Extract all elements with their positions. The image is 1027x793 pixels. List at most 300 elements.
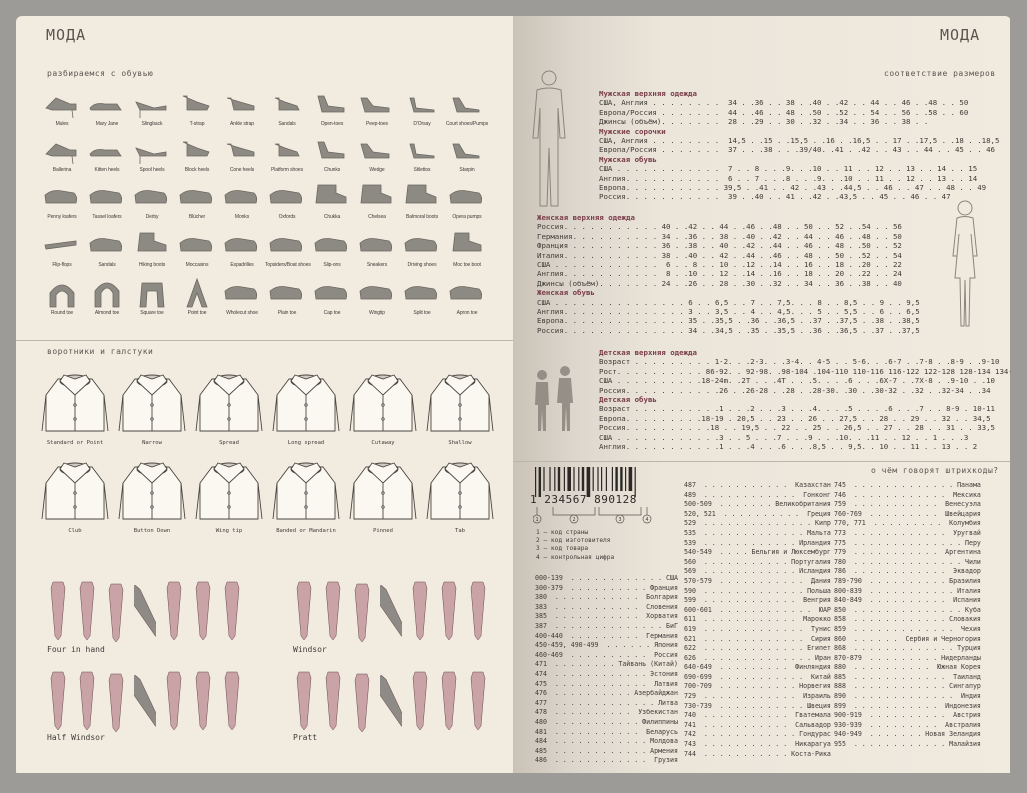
- collar-cutaway-icon: [348, 365, 418, 445]
- barcode-country-row: 500-509 . . . . . . . Великобритания: [684, 500, 831, 509]
- tie-step-icon: [192, 580, 214, 640]
- barcode-country-row: 480 . . . . . . . . . . . Филиппины: [535, 717, 678, 726]
- barcode-country-row: 786 . . . . . . . . . . . . Эквадор: [834, 567, 981, 576]
- tie-step-icon: [351, 672, 373, 732]
- knot-label-pratt: Pratt: [293, 733, 318, 742]
- shoe-stilettos-icon: [400, 134, 444, 182]
- shoe-label: Moc toe boot: [453, 262, 481, 268]
- collar-wing-tip-icon: [194, 453, 264, 533]
- barcode-country-row: 858 . . . . . . . . . . . . Словакия: [834, 615, 981, 624]
- shoe-cap-toe-icon: [310, 277, 354, 325]
- shoe-label: Espadrilles: [230, 262, 254, 268]
- collar-label: Pinned: [373, 528, 393, 534]
- right-page-title: МОДА: [940, 26, 981, 44]
- shoe-label: Platform shoes: [271, 167, 303, 173]
- shoe-platform-shoes-icon: [265, 134, 309, 182]
- shoe-square-toe-icon: [130, 277, 174, 325]
- collar-label: Standard or Point: [46, 440, 104, 446]
- barcode-country-row: 743 . . . . . . . . . . . Никарагуа: [684, 740, 831, 749]
- tie-step-icon: [438, 580, 460, 640]
- tie-step-icon: [322, 580, 344, 640]
- knot-label-windsor: Windsor: [293, 645, 327, 654]
- size-table-row: США, Англия . . . . . . . . 34 . .36 . . 38 . .40 . .42 . . 44 . . 46 . .48 . . 50: [599, 98, 969, 108]
- size-table-row: Россия. . . . . . . . . . . 39 . .40 . . 41 . .42 . .43,5 . . 45 . . 46 . . 47: [599, 192, 951, 202]
- size-table-row: Россия. . . . . . . . . . .26 . .26-28 . .28 . .28-30. .30 . .30-32 . .32 . .32-34 . .34: [599, 385, 991, 395]
- tie-step-icon: [438, 670, 460, 730]
- barcode-country-row: 611 . . . . . . . . . . . . Марокко: [684, 615, 831, 624]
- barcode-country-row: 478 . . . . . . . . . . Узбекистан: [535, 708, 678, 717]
- collar-label: Spread: [219, 440, 239, 446]
- barcode-bar: [573, 467, 574, 491]
- barcode-country-row: 385 . . . . . . . . . . . Хорватия: [535, 612, 678, 621]
- barcode-bar: [567, 467, 571, 491]
- size-table-row: Франция . . . . . . . . . . 36 . .38 . . 40 . .42 . .44 . . 46 . . 48 . .50 . . 52: [537, 241, 902, 251]
- shoe-cone-heels-icon: [220, 134, 264, 182]
- shoe-label: Slip-ons: [323, 262, 341, 268]
- shoe-d-orsay-icon: [400, 88, 444, 136]
- man-silhouette-icon: [527, 68, 571, 210]
- barcode-country-row: 850 . . . . . . . . . . . . . . Куба: [834, 605, 981, 614]
- shoe-label: Block heels: [184, 167, 210, 173]
- barcode-country-row: 770, 771 . . . . . . . . . Колумбия: [834, 519, 981, 528]
- barcode-country-row: 485 . . . . . . . . . . . . Армения: [535, 746, 678, 755]
- barcode-digits: 1 234567 890128: [530, 493, 637, 506]
- shoe-spool-heels-icon: [130, 134, 174, 182]
- collar-pinned-icon: [348, 453, 418, 533]
- barcode-country-row: 619 . . . . . . . . . . . . . Тунис: [684, 624, 831, 633]
- shoe-label: Derby: [145, 214, 159, 220]
- barcode-bar: [625, 467, 626, 491]
- shoe-flip-flops-icon: [40, 229, 84, 277]
- shoe-label: Wholecut shoe: [226, 310, 258, 316]
- size-table-row: США . . . . . . . . . .18-24m. .2T . . .4T . . .5. . . .6 . . .6X-7 . .7X-8 . .9-10 . .10: [599, 376, 996, 386]
- barcode-country-row: 789-790 . . . . . . . . . . Бразилия: [834, 576, 981, 585]
- knot-label-four-in-hand: Four in hand: [47, 645, 105, 654]
- barcode-country-row: 760-769 . . . . . . . . . Швейцария: [834, 509, 981, 518]
- tie-step-icon: [163, 670, 185, 730]
- tie-step-icon: [47, 670, 69, 730]
- barcode-legend: 1 – код страны 2 – код изготовителя 3 – код товара 4 – контрольная цифра: [536, 529, 615, 561]
- shoe-label: Tassel loafers: [92, 214, 122, 220]
- tie-step-icon: [134, 672, 156, 732]
- shoe-label: Cone heels: [229, 167, 255, 173]
- shoe-label: Apron toe: [456, 310, 478, 316]
- barcode-country-row: 745 . . . . . . . . . . . . . Панама: [834, 481, 981, 489]
- barcode-country-row: 740 . . . . . . . . . . . Гватемала: [684, 711, 831, 720]
- barcode-bar: [564, 467, 565, 491]
- barcode-bar: [615, 467, 617, 491]
- shoe-t-strap-icon: [175, 88, 219, 136]
- collar-label: Tab: [455, 528, 465, 534]
- barcode-country-list-2: [684, 481, 831, 759]
- shoe-label: Spool heels: [139, 167, 165, 173]
- barcode-country-row: 690-699 . . . . . . . . . . . Китай: [684, 672, 831, 681]
- collar-label: Shallow: [448, 440, 472, 446]
- shoe-label: Chunks: [323, 167, 341, 173]
- barcode-bar: [612, 467, 613, 491]
- shoe-label: Open-toes: [320, 121, 344, 127]
- size-table-row: Италия. . . . . . . . . . . 38 . .40 . . 42 . .44 . .46 . . 48 . . 50 . .52 . . 54: [537, 250, 902, 260]
- shoe-label: Round toe: [50, 310, 74, 316]
- shoe-label: Point toe: [187, 310, 207, 316]
- shoe-label: Topsiders/Boat shoes: [265, 262, 311, 268]
- sizes-subtitle: соответствие размеров: [884, 69, 996, 78]
- tie-step-icon: [467, 670, 489, 730]
- barcode-country-row: 775 . . . . . . . . . . . . . . Перу: [834, 538, 981, 547]
- shoe-label: Square toe: [140, 310, 164, 316]
- size-table-heading: Мужская верхняя одежда: [599, 89, 697, 98]
- barcode-country-row: 746 . . . . . . . . . . . . Мексика: [834, 490, 981, 499]
- barcode-country-row: 700-709 . . . . . . . . . . Норвегия: [684, 682, 831, 691]
- shoe-balmoral-boots-icon: [400, 181, 444, 229]
- barcode-country-row: 780 . . . . . . . . . . . . . . Чили: [834, 557, 981, 566]
- size-table-row: Россия. . . . . . . . . .18 . . 19,5 . . 22 . . 25 . . 26,5 . . 27 . . 28 . . 31 . . 33,5: [599, 423, 996, 433]
- barcode-country-row: 622 . . . . . . . . . . . . . Египет: [684, 644, 831, 653]
- barcode-country-row: 535 . . . . . . . . . . . . . Мальта: [684, 528, 831, 537]
- barcode-country-list-3: [834, 481, 981, 750]
- shoe-penny-loafers-icon: [40, 181, 84, 229]
- barcode-country-row: 520, 521 . . . . . . . . . . Греция: [684, 509, 831, 518]
- barcode-bar: [578, 467, 579, 491]
- kids-size-table: [599, 348, 1026, 451]
- barcode-bar: [558, 467, 560, 491]
- size-table-row: Англия. . . . . . . . . . .1 . . .4 . . .6 . . .8,5 . . 9,5. . 10 . . 11 . . 13 . . 2: [599, 442, 978, 452]
- size-table-row: США . . . . . . . . . . . . 7 . . 8 . . .9. . .10 . . 11 . . 12 . . 13 . . 14 . . 15: [599, 164, 978, 174]
- collar-club-icon: [40, 453, 110, 533]
- barcode-country-row: 885 . . . . . . . . . . . . Таиланд: [834, 672, 981, 681]
- shoe-label: Oxfords: [278, 214, 296, 220]
- size-table-row: Россия. . . . . . . . . . . 40 . .42 . . 44 . .46 . .48 . . 50 . . 52 . .54 . . 56: [537, 222, 902, 232]
- tie-step-icon: [409, 670, 431, 730]
- barcode-country-row: 560 . . . . . . . . . . . Португалия: [684, 557, 831, 566]
- barcode-country-row: 486 . . . . . . . . . . . . Грузия: [535, 756, 678, 765]
- shoe-chunks-icon: [310, 134, 354, 182]
- tie-step-icon: [380, 672, 402, 732]
- barcode-country-row: 477 . . . . . . . . . . . . . Литва: [535, 698, 678, 707]
- tie-step-icon: [467, 580, 489, 640]
- children-silhouette-icon: [527, 365, 583, 435]
- men-size-table: [599, 89, 999, 202]
- collar-label: Banded or Mandarin: [276, 528, 336, 534]
- size-table-row: США, Англия . . . . . . . . 14,5 . .15 . .15,5 . .16 . .16,5 . . 17 . .17,5 . .18 . .18,5: [599, 136, 1000, 146]
- barcode-country-row: 300-379 . . . . . . . . . . Франция: [535, 583, 678, 592]
- size-table-heading: Мужская обувь: [599, 154, 657, 164]
- shoe-open-toes-icon: [310, 88, 354, 136]
- shoe-almond-toe-icon: [85, 277, 129, 325]
- svg-text:3: 3: [618, 517, 622, 523]
- barcode-country-row: 481 . . . . . . . . . . . Беларусь: [535, 727, 678, 736]
- barcode-country-row: 570-579 . . . . . . . . . . . Дания: [684, 576, 831, 585]
- barcode-country-row: 779 . . . . . . . . . . . Аргентина: [834, 548, 981, 557]
- shoe-bl-cher-icon: [175, 181, 219, 229]
- barcode-country-row: 899 . . . . . . . . . . . Индонезия: [834, 701, 981, 710]
- shoe-label: D'Orsay: [413, 121, 431, 127]
- section-divider: [16, 340, 513, 341]
- barcode-country-row: 640-649 . . . . . . . . . Финляндия: [684, 663, 831, 672]
- barcode-country-row: 475 . . . . . . . . . . . . Латвия: [535, 679, 678, 688]
- size-table-row: Европа. . . . . . . . . . . . . . 35 . .35,5 . .36 . .36,5 . .37 . .37,5 . .38 . .38,5: [537, 316, 920, 326]
- women-size-table: [537, 213, 920, 335]
- barcode-country-row: 450-459, 490-499 . . . . . . Япония: [535, 641, 678, 650]
- shoe-label: Cap toe: [323, 310, 341, 316]
- section-divider: [513, 461, 1010, 462]
- barcode-country-row: 955 . . . . . . . . . . . . Малайзия: [834, 740, 981, 749]
- tie-step-icon: [293, 670, 315, 730]
- shoe-block-heels-icon: [175, 134, 219, 182]
- shoe-label: Driving shoes: [407, 262, 437, 268]
- shoe-ballerina-icon: [40, 134, 84, 182]
- tie-step-icon: [76, 580, 98, 640]
- shoe-sandals-icon: [85, 229, 129, 277]
- shoe-label: Hiking boots: [138, 262, 166, 268]
- barcode-country-row: 539 . . . . . . . . . . . . Ирландия: [684, 538, 831, 547]
- size-table-row: Европа/Россия . . . . . . . 44 . .46 . . 48 . .50 . .52 . . 54 . . 56 . .58 . . 60: [599, 107, 969, 117]
- shoe-mary-jane-icon: [85, 88, 129, 136]
- shoe-label: Penny loafers: [47, 214, 77, 220]
- collars-subtitle: воротники и галстуки: [47, 347, 154, 356]
- barcode-country-row: 383 . . . . . . . . . . . Словения: [535, 602, 678, 611]
- shoe-espadrilles-icon: [220, 229, 264, 277]
- tie-step-icon: [105, 582, 127, 642]
- shoe-label: Sandals: [278, 121, 296, 127]
- shoe-moccasins-icon: [175, 229, 219, 277]
- collar-tab-icon: [425, 453, 495, 533]
- shoe-label: Ankle strap: [230, 121, 254, 127]
- barcode-country-row: 742 . . . . . . . . . . . . Гондурас: [684, 730, 831, 739]
- barcode-country-row: 626 . . . . . . . . . . . . . . Иран: [684, 653, 831, 662]
- tie-step-icon: [380, 582, 402, 642]
- tie-step-icon: [351, 582, 373, 642]
- collar-label: Long spread: [287, 440, 325, 446]
- collar-spread-icon: [194, 365, 264, 445]
- barcode-brackets: [533, 505, 663, 525]
- barcode-bar: [606, 467, 607, 491]
- barcode-country-row: 540-549 . . . . Бельгия и Люксембург: [684, 548, 831, 557]
- shoe-label: Wingtip: [369, 310, 385, 316]
- shoe-label: Stilettos: [413, 167, 431, 173]
- barcode-subtitle: о чём говорят штрихкоды?: [871, 466, 999, 475]
- shoe-slip-ons-icon: [310, 229, 354, 277]
- collar-label: Narrow: [142, 440, 162, 446]
- shoe-label: Chukka: [323, 214, 341, 220]
- shoe-peep-toes-icon: [355, 88, 399, 136]
- shoe-label: Mary Jane: [95, 121, 119, 127]
- barcode-country-row: 474 . . . . . . . . . . . . Эстония: [535, 669, 678, 678]
- collar-banded-or-mandarin-icon: [271, 453, 341, 533]
- collar-long-spread-icon: [271, 365, 341, 445]
- collar-button-down-icon: [117, 453, 187, 533]
- shoe-plain-toe-icon: [265, 277, 309, 325]
- barcode-country-row: 400-440 . . . . . . . . . Германия: [535, 631, 678, 640]
- shoe-chukka-icon: [310, 181, 354, 229]
- shoe-oxfords-icon: [265, 181, 309, 229]
- shoe-label: Blücher: [188, 214, 206, 220]
- barcode-country-row: 868 . . . . . . . . . . . . . Турция: [834, 644, 981, 653]
- shoe-starpin-icon: [445, 134, 489, 182]
- size-table-row: Англия. . . . . . . . . . . 8 . .10 . . 12 . .14 . .16 . . 18 . . 20 . .22 . . 24: [537, 269, 902, 279]
- collar-label: Cutaway: [371, 440, 395, 446]
- shoe-label: Plain toe: [277, 310, 297, 316]
- left-page-title: МОДА: [46, 26, 87, 44]
- barcode-country-list-1: [535, 574, 678, 766]
- shoes-subtitle: разбираемся с обувью: [47, 69, 154, 78]
- barcode-country-row: 600-601 . . . . . . . . . . . . ЮАР: [684, 605, 831, 614]
- barcode-country-row: 000-139 . . . . . . . . . . . . США: [535, 574, 678, 582]
- shoe-driving-shoes-icon: [400, 229, 444, 277]
- tie-step-icon: [409, 580, 431, 640]
- shoe-label: Monks: [234, 214, 250, 220]
- tie-step-icon: [322, 670, 344, 730]
- barcode-country-row: 460-469 . . . . . . . . . . Россия: [535, 650, 678, 659]
- barcode-country-row: 773 . . . . . . . . . . . . Уругвай: [834, 528, 981, 537]
- shoe-label: Court shoes/Pumps: [445, 121, 489, 127]
- shoe-label: T-strap: [189, 121, 205, 127]
- barcode-country-row: 890 . . . . . . . . . . . . . Индия: [834, 692, 981, 701]
- barcode-country-row: 859 . . . . . . . . . . . . . Чехия: [834, 624, 981, 633]
- shoe-label: Sneakers: [366, 262, 388, 268]
- shoe-slingback-icon: [130, 88, 174, 136]
- shoe-sneakers-icon: [355, 229, 399, 277]
- barcode-bar: [620, 467, 622, 491]
- shoe-label: Slingback: [141, 121, 163, 127]
- collar-standard-or-point-icon: [40, 365, 110, 445]
- shoe-split-toe-icon: [400, 277, 444, 325]
- shoe-court-shoes-pumps-icon: [445, 88, 489, 136]
- barcode-country-row: 484 . . . . . . . . . . . . Молдова: [535, 737, 678, 746]
- barcode-bar: [601, 467, 602, 491]
- size-table-row: Джинсы (объём). . . . . . . 24 . .26 . . 28 . .30 . .32 . . 34 . . 36 . .38 . . 40: [537, 278, 902, 288]
- shoe-monks-icon: [220, 181, 264, 229]
- size-table-row: Англия. . . . . . . . . . . . . . 3 . . 3,5 . . 4 . . 4,5. . . 5 . . 5,5 . . 6 . . 6,5: [537, 307, 920, 317]
- barcode-country-row: 590 . . . . . . . . . . . . . Польша: [684, 586, 831, 595]
- barcode-country-row: 840-849 . . . . . . . . . . Испания: [834, 596, 981, 605]
- shoe-hiking-boots-icon: [130, 229, 174, 277]
- shoe-label: Split toe: [413, 310, 431, 316]
- tie-step-icon: [221, 580, 243, 640]
- shoe-label: Starpin: [459, 167, 475, 173]
- shoe-label: Opera pumps: [452, 214, 482, 220]
- barcode-bar: [582, 467, 584, 491]
- shoe-label: Balmoral boots: [406, 214, 438, 220]
- barcode-country-row: 940-949 . . . . . . . Новая Зеландия: [834, 730, 981, 739]
- size-table-row: Европа. . . . . . . . .18-19 . 20,5 . . 23 . . 26 . . 27,5 . . 28 . . 29 . . 32 . . 34,5: [599, 413, 991, 423]
- collar-label: Club: [68, 528, 82, 534]
- shoe-wedge-icon: [355, 134, 399, 182]
- tie-step-icon: [76, 670, 98, 730]
- barcode-country-row: 729 . . . . . . . . . . . . Израиль: [684, 692, 831, 701]
- size-table-row: Джинсы (объём). . . . . . . 28 . .29 . . 30 . .32 . .34 . . 36 . . 38 . .: [599, 117, 929, 127]
- shoe-moc-toe-boot-icon: [445, 229, 489, 277]
- barcode-country-row: 880 . . . . . . . . . . Южная Корея: [834, 663, 981, 672]
- size-table-row: Россия. . . . . . . . . . . . . . 34 . .34,5 . .35 . .35,5 . .36 . .36,5 . .37 . .37,5: [537, 325, 920, 335]
- shoe-kitten-heels-icon: [85, 134, 129, 182]
- size-table-row: Возраст . . . . . . . . . .1 . . .2 . . .3 . . .4. . . .5 . . . .6 . . .7 . . 8-9 . 10-11: [599, 404, 996, 414]
- barcode-country-row: 529 . . . . . . . . . . . . . . Кипр: [684, 519, 831, 528]
- barcode-country-row: 930-939 . . . . . . . . . Австралия: [834, 720, 981, 729]
- collar-label: Wing tip: [215, 528, 243, 534]
- size-table-row: Европа. . . . . . . . . . . 39,5 . .41 . . 42 . .43 . .44,5 . . 46 . . 47 . . 48 . . 49: [599, 183, 987, 193]
- knot-label-half-windsor: Half Windsor: [47, 733, 105, 742]
- size-table-row: США . . . . . . . . . . . . 6 . . 8 . . 10 . .12 . .14 . . 16 . . 18 . .20 . . 22: [537, 260, 902, 270]
- size-table-heading: Детская верхняя одежда: [599, 348, 697, 357]
- barcode-bar: [593, 467, 594, 491]
- tie-step-icon: [221, 670, 243, 730]
- size-table-heading: Детская обувь: [599, 395, 657, 405]
- barcode-country-row: 860 . . . . . . Сербия и Черногория: [834, 634, 981, 643]
- shoe-label: Ballerina: [52, 167, 72, 173]
- barcode-country-row: 741 . . . . . . . . . . . Сальвадор: [684, 720, 831, 729]
- barcode-country-row: 387 . . . . . . . . . . . . . . БиГ: [535, 621, 678, 630]
- shoe-label: Almond toe: [94, 310, 120, 316]
- svg-text:2: 2: [572, 517, 576, 523]
- size-table-row: Рост. . . . . . . . . . 86-92. . 92-98. .98-104 .104-110 110-116 116-122 122-128 128-134 134-140: [599, 366, 1027, 376]
- barcode-country-row: 569 . . . . . . . . . . . . Исландия: [684, 567, 831, 576]
- shoe-label: Sandals: [98, 262, 116, 268]
- size-table-row: США . . . . . . . . . . . . . . . 6 . . 6,5 . . 7 . . 7,5. . . 8 . . 8,5 . . 9 . . 9,5: [537, 297, 920, 307]
- barcode-country-row: 489 . . . . . . . . . . . . Гонконг: [684, 490, 831, 499]
- collar-shallow-icon: [425, 365, 495, 445]
- shoe-apron-toe-icon: [445, 277, 489, 325]
- barcode-bar: [554, 467, 555, 491]
- shoe-label: Peep-toes: [366, 121, 388, 127]
- tie-step-icon: [163, 580, 185, 640]
- tie-step-icon: [47, 580, 69, 640]
- barcode-country-row: 800-839 . . . . . . . . . . . Италия: [834, 586, 981, 595]
- shoe-label: Chelsea: [368, 214, 386, 220]
- shoe-label: Mules: [55, 121, 69, 127]
- collar-label: Button Down: [133, 528, 171, 534]
- size-table-row: Германия. . . . . . . . . . 34 . .36 . . 38 . .40 . .42 . . 44 . . 46 . .48 . . 50: [537, 231, 902, 241]
- barcode-country-row: 621 . . . . . . . . . . . . . Сирия: [684, 634, 831, 643]
- barcode-country-row: 900-919 . . . . . . . . . . Австрия: [834, 711, 981, 720]
- shoe-label: Wedge: [369, 167, 385, 173]
- size-table-row: Возраст . . . . . . . . . 1-2. . .2-3. . .3-4. . 4-5 . . 5-6. . .6-7 . .7-8 . .8-9 . .9-10: [599, 357, 1000, 367]
- shoe-sandals-icon: [265, 88, 309, 136]
- barcode-bar: [629, 467, 633, 491]
- barcode-bar: [543, 467, 544, 491]
- barcode-bar: [549, 467, 550, 491]
- shoe-tassel-loafers-icon: [85, 181, 129, 229]
- barcode-country-row: 730-739 . . . . . . . . . . . Швеция: [684, 701, 831, 710]
- barcode-country-row: 487 . . . . . . . . . . . Казахстан: [684, 481, 831, 489]
- barcode-country-row: 888 . . . . . . . . . . . . Сингапур: [834, 682, 981, 691]
- size-table-heading: Женская обувь: [537, 288, 595, 298]
- shoe-opera-pumps-icon: [445, 181, 489, 229]
- woman-silhouette-icon: [945, 198, 985, 328]
- shoe-wholecut-shoe-icon: [220, 277, 264, 325]
- size-table-heading: Женская верхняя одежда: [537, 213, 635, 222]
- barcode-country-row: 599 . . . . . . . . . . . . Венгрия: [684, 596, 831, 605]
- shoe-label: Moccasins: [185, 262, 209, 268]
- barcode-country-row: 471 . . . . . . . . Тайвань (Китай): [535, 660, 678, 669]
- collar-narrow-icon: [117, 365, 187, 445]
- svg-text:4: 4: [645, 517, 649, 523]
- shoe-label: Kitten heels: [94, 167, 120, 173]
- barcode-country-row: 870-879 . . . . . . . . . Нидерланды: [834, 653, 981, 662]
- shoe-mules-icon: [40, 88, 84, 136]
- tie-step-icon: [192, 670, 214, 730]
- shoe-chelsea-icon: [355, 181, 399, 229]
- size-table-heading: Мужские сорочки: [599, 126, 666, 136]
- size-table-row: США . . . . . . . . . . . .3 . . 5 . . .7 . . .9 . . .10. . .11 . . 12 . . 1 . . .3: [599, 432, 969, 442]
- svg-text:1: 1: [535, 517, 539, 523]
- barcode-country-row: 759 . . . . . . . . . . . Венесуэла: [834, 500, 981, 509]
- shoe-derby-icon: [130, 181, 174, 229]
- barcode-country-row: 476 . . . . . . . . . . Азербайджан: [535, 689, 678, 698]
- shoe-round-toe-icon: [40, 277, 84, 325]
- barcode-country-row: 744 . . . . . . . . . . . Коста-Рика: [684, 749, 831, 758]
- shoe-ankle-strap-icon: [220, 88, 264, 136]
